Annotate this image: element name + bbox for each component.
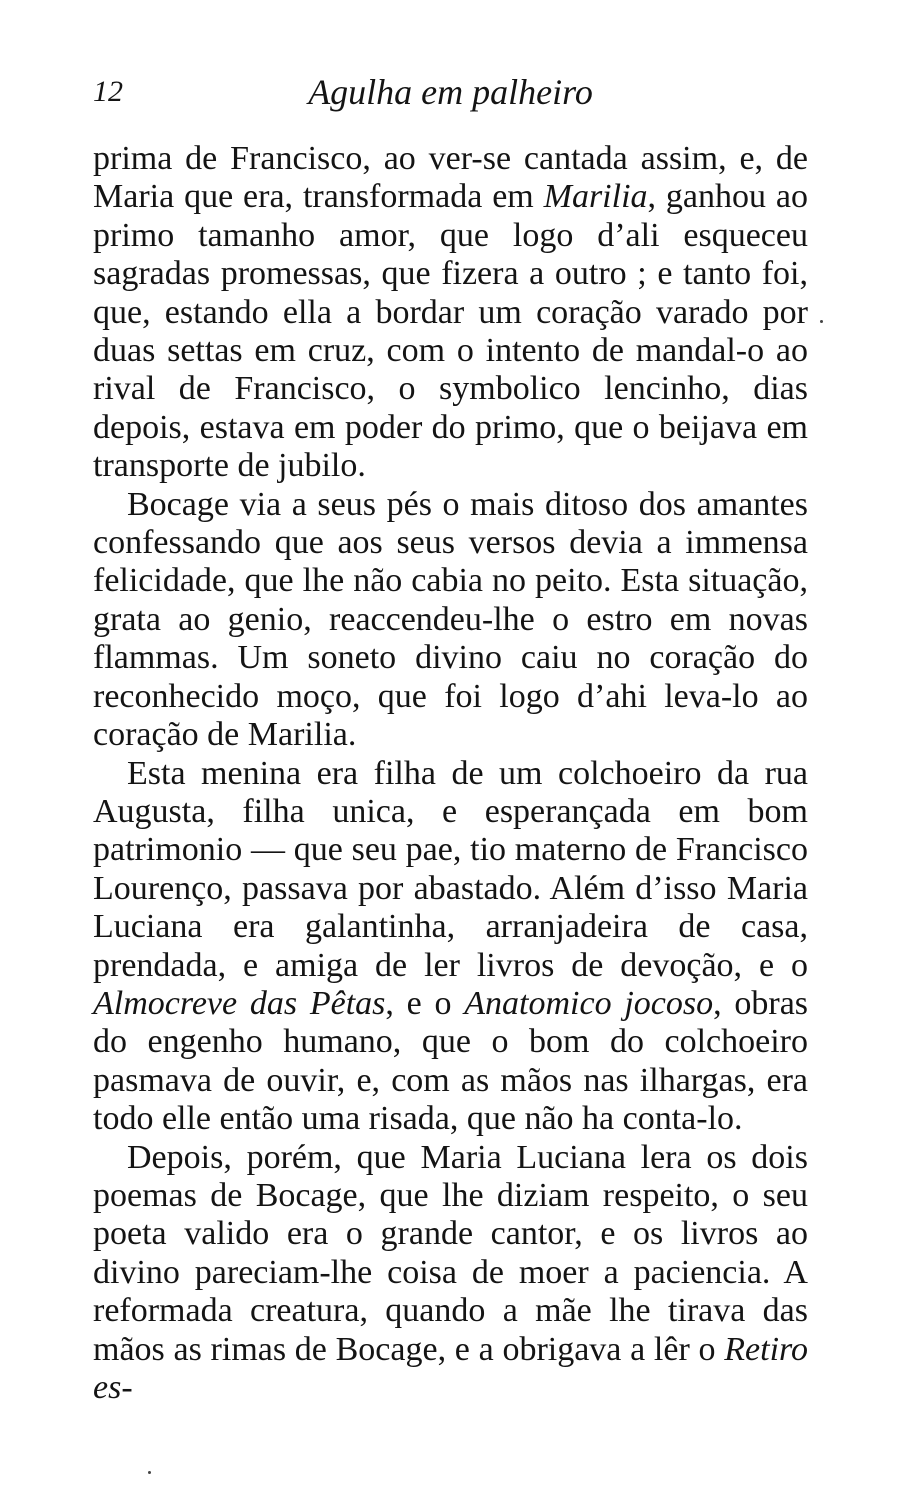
print-speck bbox=[148, 1471, 151, 1474]
text-segment: Bocage via a seus pés o mais ditoso dos amantes confessando que aos seus versos devia a immensa felicidade, que lhe não cabia no peito. Esta situação, grata ao genio, reaccendeu-lhe o estro em novas flammas. Um soneto divino caiu no coração do reconhecido moço, que foi logo d’ahi leva-lo ao coração de Marilia. bbox=[93, 485, 808, 754]
body-text bbox=[93, 140, 808, 1407]
text-segment: Esta menina era filha de um colchoeiro da rua Augusta, filha unica, e esperançada em bom patrimonio — que seu pae, tio materno de Francisco Lourenço, passava por abastado. Além d’isso Maria Luciana era galantinha, arranjadeira de casa, prendada, e amiga de ler livros de devoção, e o bbox=[93, 754, 808, 984]
page-number: 12 bbox=[93, 75, 123, 108]
italic-title: Marilia bbox=[543, 178, 648, 216]
text-segment: , e o bbox=[385, 984, 465, 1022]
paragraph bbox=[93, 1139, 808, 1408]
text-segment: Depois, porém, que Maria Luciana lera os dois poemas de Bocage, que lhe diziam respeito, o seu poeta valido era o grande cantor, e os livros ao divino pareciam-lhe coisa de moer a paciencia. A reformada creatura, quando a mãe lhe tirava das mãos as rimas de Bocage, e a obrigava a lêr o bbox=[93, 1138, 808, 1368]
paragraph bbox=[93, 140, 808, 486]
paragraph bbox=[93, 486, 808, 755]
running-title: Agulha em palheiro bbox=[308, 72, 593, 112]
text-segment: prima de Francisco, ao ver-se cantada assim, e, de Maria que era, transformada em bbox=[93, 140, 808, 216]
print-speck bbox=[820, 320, 823, 323]
italic-title: Almocreve das Pêtas bbox=[93, 984, 386, 1022]
paragraph bbox=[93, 755, 808, 1139]
italic-title: Retiro es- bbox=[93, 1330, 808, 1406]
italic-title: Anatomico jocoso bbox=[464, 984, 714, 1022]
text-segment: , ganhou ao primo tamanho amor, que logo d’ali esqueceu sagradas promessas, que fizera a outro ; e tanto foi, que, estando ella a bordar um coração varado por duas settas em cruz, com o intento de mandal-o ao rival de Francisco, o symbolico lencinho, dias depois, estava em poder do primo, que o beijava em transporte de jubilo. bbox=[93, 178, 808, 485]
text-segment: , obras do engenho humano, que o bom do colchoeiro pasmava de ouvir, e, com as mãos nas ilhargas, era todo elle então uma risada, que não ha conta-lo. bbox=[93, 984, 809, 1138]
page-header bbox=[93, 70, 808, 114]
